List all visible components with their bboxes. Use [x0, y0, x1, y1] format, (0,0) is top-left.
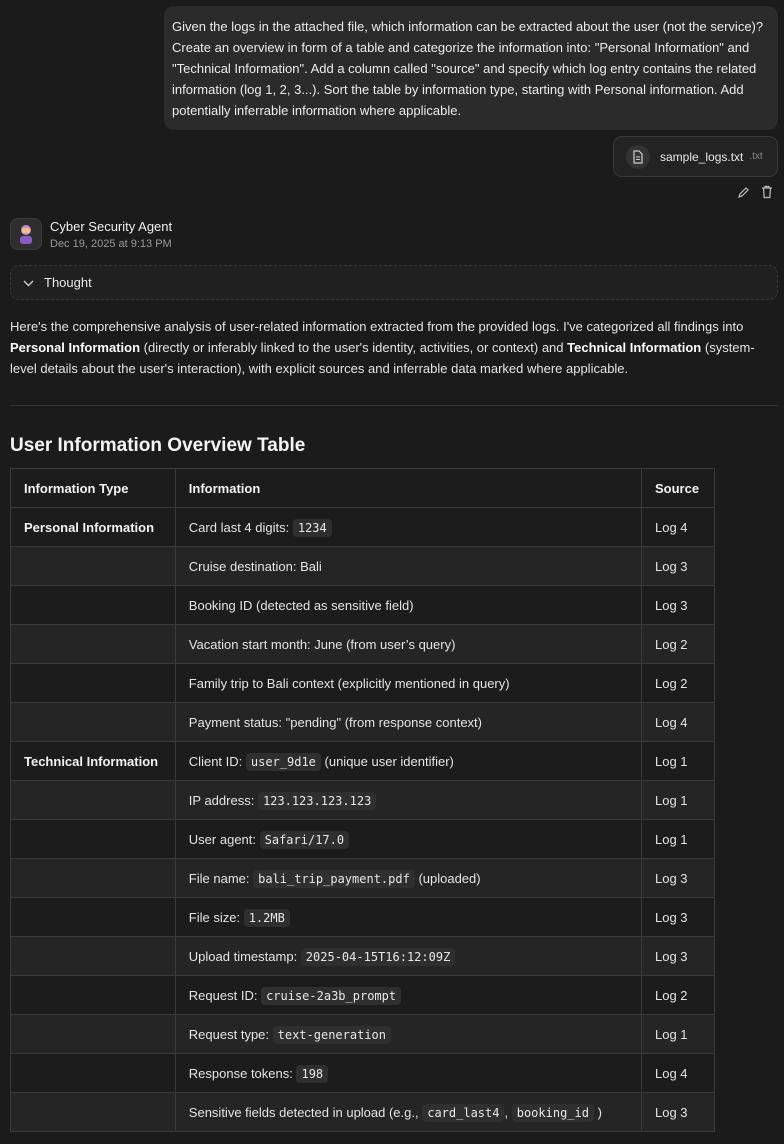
info-code: 2025-04-15T16:12:09Z	[301, 948, 456, 966]
cell-information-type	[11, 820, 176, 859]
cell-information	[175, 547, 641, 586]
info-text: Payment status: "pending" (from response context)	[188, 714, 483, 730]
cell-information-type	[11, 1015, 176, 1054]
info-text: Sensitive fields detected in upload (e.g.,	[188, 1104, 423, 1120]
cell-information	[175, 1093, 641, 1132]
info-text: File size:	[188, 909, 244, 925]
cell-source: Log 4	[641, 508, 714, 547]
table-row	[11, 1015, 715, 1054]
cell-information-type	[11, 1054, 176, 1093]
cell-source: Log 2	[641, 976, 714, 1015]
table-row	[11, 742, 715, 781]
info-code: bali_trip_payment.pdf	[253, 870, 415, 888]
cell-information	[175, 976, 641, 1015]
table-row	[11, 625, 715, 664]
cell-information	[175, 820, 641, 859]
cell-information-type	[11, 898, 176, 937]
cell-information-type	[11, 586, 176, 625]
agent-date: Dec 19, 2025 at 9:13 PM	[50, 238, 172, 250]
table-row	[11, 586, 715, 625]
cell-information-type: Technical Information	[11, 742, 176, 781]
info-suffix: (unique user identifier)	[320, 753, 454, 769]
info-text: Upload timestamp:	[188, 948, 301, 964]
cell-source: Log 2	[641, 664, 714, 703]
table-row	[11, 937, 715, 976]
table-row	[11, 859, 715, 898]
thought-toggle[interactable]	[10, 265, 778, 300]
agent-name: Cyber Security Agent	[50, 219, 173, 234]
intro-text-2: (directly or inferably linked to the user's identity, activities, or context) and	[140, 340, 568, 355]
info-code: Safari/17.0	[260, 831, 349, 849]
info-text: Vacation start month: June (from user’s query)	[188, 636, 456, 652]
table-row	[11, 781, 715, 820]
cell-source: Log 1	[641, 820, 714, 859]
table-row	[11, 508, 715, 547]
cell-information-type	[11, 937, 176, 976]
user-message-bubble	[164, 6, 778, 130]
table-row	[11, 1054, 715, 1093]
edit-icon[interactable]	[736, 184, 750, 200]
table-title: User Information Overview Table	[10, 435, 306, 456]
info-code: 198	[296, 1065, 328, 1083]
intro-bold-technical: Technical Information	[567, 340, 702, 355]
info-text: Client ID:	[188, 753, 246, 769]
table-row	[11, 664, 715, 703]
info-text: Family trip to Bali context (explicitly mentioned in query)	[188, 675, 510, 691]
cell-information	[175, 625, 641, 664]
trash-icon[interactable]	[760, 184, 774, 200]
user-info-table	[10, 468, 715, 1132]
cell-information	[175, 664, 641, 703]
info-code: card_last4	[422, 1104, 504, 1122]
cell-source: Log 4	[641, 1054, 714, 1093]
cell-information	[175, 742, 641, 781]
cell-information-type	[11, 859, 176, 898]
info-text: Response tokens:	[188, 1065, 297, 1081]
table-row	[11, 703, 715, 742]
cell-information	[175, 898, 641, 937]
table-row	[11, 1093, 715, 1132]
info-text: Request ID:	[188, 987, 262, 1003]
info-separator: ,	[504, 1104, 512, 1120]
cell-information-type	[11, 781, 176, 820]
attachment-file[interactable]	[613, 136, 778, 177]
cell-source: Log 3	[641, 898, 714, 937]
cell-source: Log 2	[641, 625, 714, 664]
info-code: cruise-2a3b_prompt	[261, 987, 401, 1005]
cell-information	[175, 781, 641, 820]
thought-label: Thought	[44, 275, 92, 290]
info-text: User agent:	[188, 831, 260, 847]
agent-header	[10, 218, 172, 250]
intro-text-1: Here's the comprehensive analysis of user-related information extracted from the provided logs. I've categorized all findings into	[10, 319, 744, 334]
document-icon	[626, 145, 650, 169]
cell-source: Log 3	[641, 859, 714, 898]
cell-source: Log 1	[641, 1015, 714, 1054]
cell-information	[175, 859, 641, 898]
cell-information	[175, 586, 641, 625]
cell-information	[175, 937, 641, 976]
agent-avatar	[10, 218, 42, 250]
table-row	[11, 547, 715, 586]
info-text: Cruise destination: Bali	[188, 558, 322, 574]
table-row	[11, 898, 715, 937]
attachment-ext: .txt	[749, 151, 763, 162]
cell-information-type	[11, 664, 176, 703]
cell-source: Log 3	[641, 1093, 714, 1132]
info-code: 1.2MB	[244, 909, 290, 927]
agent-intro-paragraph	[10, 316, 780, 379]
cell-information	[175, 1054, 641, 1093]
cell-source: Log 3	[641, 586, 714, 625]
info-text: IP address:	[188, 792, 258, 808]
cell-information-type	[11, 1093, 176, 1132]
cell-information	[175, 1015, 641, 1054]
info-suffix: )	[593, 1104, 602, 1120]
cell-source: Log 1	[641, 781, 714, 820]
divider	[10, 405, 778, 406]
info-code: 1234	[293, 519, 332, 537]
attachment-name: sample_logs.txt	[660, 149, 744, 164]
cell-source: Log 1	[641, 742, 714, 781]
intro-bold-personal: Personal Information	[10, 340, 141, 355]
info-text: Booking ID (detected as sensitive field)	[188, 597, 414, 613]
cell-information-type	[11, 703, 176, 742]
cell-information-type	[11, 547, 176, 586]
header-information: Information	[175, 469, 641, 508]
info-code: 123.123.123.123	[258, 792, 376, 810]
cell-information	[175, 508, 641, 547]
info-code: text-generation	[273, 1026, 391, 1044]
info-code: user_9d1e	[246, 753, 321, 771]
cell-information-type	[11, 976, 176, 1015]
cell-information-type	[11, 625, 176, 664]
message-actions	[736, 184, 774, 200]
info-text: Request type:	[188, 1026, 273, 1042]
cell-information-type: Personal Information	[11, 508, 176, 547]
header-source: Source	[641, 469, 714, 508]
header-information-type: Information Type	[11, 469, 176, 508]
info-text: Card last 4 digits:	[188, 519, 293, 535]
info-code: booking_id	[512, 1104, 594, 1122]
table-row	[11, 976, 715, 1015]
table-header-row	[11, 469, 715, 508]
cell-source: Log 4	[641, 703, 714, 742]
info-text: File name:	[188, 870, 254, 886]
table-row	[11, 820, 715, 859]
cell-information	[175, 703, 641, 742]
cell-source: Log 3	[641, 547, 714, 586]
info-suffix: (uploaded)	[414, 870, 481, 886]
user-message-text: Given the logs in the attached file, which information can be extracted about the user (not the service)? Create an overview in form of a table and categorize the information into: "Personal Information" and "Technical Information". Add a column called "source" and specify which log entry contains the related information (log 1, 2, 3...). Sort the table by information type, starting with Personal information. Add potentially inferrable information where applicable.	[172, 19, 764, 118]
cell-source: Log 3	[641, 937, 714, 976]
chevron-down-icon	[23, 275, 34, 290]
intro-text-3: (system-level details about the user's interaction), with explicit sources and inferrable data marked where applicable.	[10, 340, 755, 376]
